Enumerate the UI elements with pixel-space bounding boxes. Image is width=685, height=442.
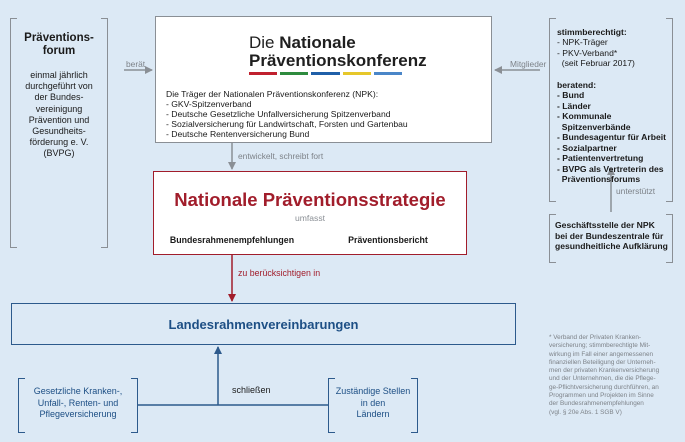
footnote-line: versicherung; stimmberechtigte Mit- [549,342,651,350]
npk-members-list [166,99,408,139]
forum-description [14,70,104,160]
npk-title-line2: Präventionskonferenz [249,51,427,70]
schliessen-label: schließen [232,385,271,395]
footnote-line: wirkung im Fall einer angemessenen [549,350,654,358]
beruecksichtigen-label: zu berücksichtigen in [238,268,321,278]
forum-desc-line: einmal jährlich [30,70,88,80]
stimmberechtigt-label: stimmberechtigt: [557,27,627,37]
stimmberechtigt-section [557,27,669,69]
stripe-red [249,72,277,75]
geschaeftsstelle-line: Geschäftsstelle der NPK [555,220,655,230]
versicherungen-box [18,378,138,432]
stripe-blue [311,72,339,75]
beratend-label: beratend: [557,80,597,90]
stimmberechtigt-item: - NPK-Träger [557,37,608,47]
versicherungen-line: Pflegeversicherung [39,409,117,419]
npk-member: - Deutsche Gesetzliche Unfallversicherung Spitzenverband [166,109,391,119]
npk-intro: Die Träger der Nationalen Präventionskonferenz (NPK): [166,89,379,99]
stimmberechtigt-item: (seit Februar 2017) [557,58,635,68]
forum-desc-line: vereinigung [35,103,83,114]
forum-title-line1: Präventions- [24,32,94,44]
beratend-item: - Bund [557,90,585,100]
npk-member: - Sozialversicherung für Landwirtschaft, Forsten und Gartenbau [166,119,408,129]
zustaendig-line: in den [360,397,386,408]
npk-title-nationale: Nationale [279,33,356,52]
footnote-line: der Bundesrahmenempfehlungen [549,400,644,408]
beratend-item: - Länder [557,100,591,111]
strategie-subtitle: umfasst [294,213,326,223]
forum-desc-line: förderung e. V. [29,137,89,148]
bundesrahmenempfehlungen-label: Bundesrahmenempfehlungen [169,235,295,245]
praeventionsbericht-label: Präventionsbericht [348,235,428,245]
footnote-line: Programmen und Projekten im Sinne [549,392,654,400]
versicherungen-line: Gesetzliche Kranken-, [33,386,123,396]
praeventionsforum-box [10,18,108,248]
beratend-section [557,80,669,185]
forum-desc-line: Gesundheits- [32,126,86,137]
beratend-item: - Patientenvertretung [557,153,644,163]
stripe-green [280,72,308,75]
forum-title [10,32,108,58]
versicherungen-line: Unfall-, Renten- und [37,397,119,408]
strategie-title: Nationale Präventionsstrategie [174,189,446,210]
forum-desc-line: durchgeführt von [25,81,93,92]
beratend-item: - BVPG als Vertreterin des [557,163,664,174]
footnote [549,334,679,417]
npk-member: - Deutsche Rentenversicherung Bund [166,129,310,139]
zustaendige-stellen-box [328,378,418,432]
mitglieder-label: Mitglieder [510,59,547,69]
npk-title-line1 [249,33,356,52]
beratend-item: - Sozialpartner [557,142,617,153]
footnote-line: * Verband der Privaten Kranken- [549,334,642,341]
footnote-line: ge-Pflichtversicherung durchführen, an [549,383,659,391]
forum-desc-line: der Bundes- [34,92,84,103]
npk-title-die: Die [249,33,275,52]
geschaeftsstelle-box [549,214,673,262]
zustaendig-line: Zuständige Stellen [335,386,411,396]
beraet-label: berät [126,59,146,69]
landesrahmenvereinbarungen-box [11,303,516,345]
zustaendig-line: Ländern [356,409,390,419]
footnote-line: und der Unternehmen, die die Pflege- [549,375,656,383]
beratend-item: - Bundesagentur für Arbeit [557,132,667,142]
forum-desc-line: Prävention und [28,114,90,125]
npk-member: - GKV-Spitzenverband [166,99,252,109]
geschaeftsstelle-line: bei der Bundeszentrale für [555,230,664,241]
geschaeftsstelle-line: gesundheitliche Aufklärung [555,241,668,251]
stripe-yellow [343,72,371,75]
praeventionsstrategie-box [153,171,467,255]
bracket-left [549,18,556,202]
stripe-lightblue [374,72,402,75]
forum-desc-line: (BVPG) [43,148,75,159]
landes-title: Landesrahmenvereinbarungen [168,317,359,332]
stimmberechtigt-item: - PKV-Verband* [557,47,618,58]
beratend-item: - Kommunale [557,111,612,121]
beratend-item: Präventionsforums [557,174,641,184]
npk-box [155,16,492,143]
mitglieder-box [549,18,673,201]
footnote-line: (vgl. § 20e Abs. 1 SGB V) [549,408,622,416]
unterstuetzt-label: unterstützt [616,186,656,196]
beratend-item: Spitzenverbände [557,121,631,132]
forum-title-line2: forum [42,45,76,57]
npk-color-stripes [249,72,402,75]
entwickelt-label: entwickelt, schreibt fort [238,151,324,161]
footnote-line: men der privaten Krankenversicherung [549,367,660,375]
footnote-line: finanziellen Beteiligung der Unterneh- [549,358,656,366]
